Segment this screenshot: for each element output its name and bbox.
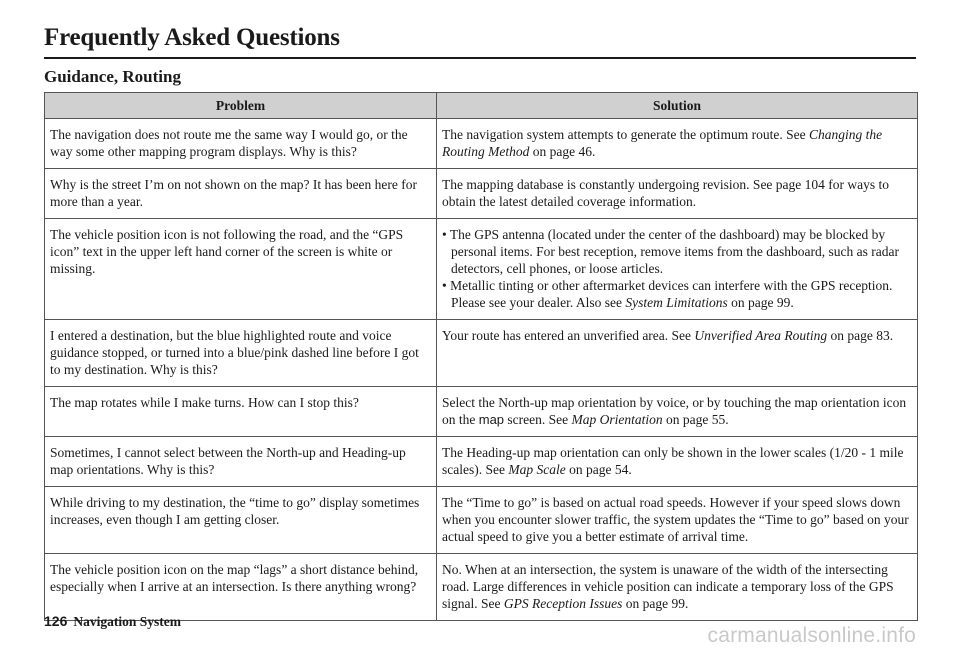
solution-text: on page 54. (565, 462, 632, 477)
solution-text: • Metallic tinting or other aftermarket devices can interfere with the GPS reception. Please see your dealer. Also see (442, 278, 893, 310)
solution-text: on page 99. (727, 295, 794, 310)
screen-name: map (478, 412, 505, 427)
solution-text: screen. See (504, 412, 572, 427)
title-divider (44, 57, 916, 59)
table-header-row (45, 93, 918, 119)
problem-cell: While driving to my destination, the “time to go” display sometimes increases, even though I am getting closer. (45, 487, 437, 554)
solution-cell (437, 119, 918, 169)
table-row (45, 554, 918, 621)
cross-reference: Unverified Area Routing (694, 328, 828, 343)
solution-text: on page 55. (662, 412, 729, 427)
table-row (45, 320, 918, 387)
section-title: Guidance, Routing (44, 67, 181, 86)
watermark-text: carmanualsonline.info (707, 624, 916, 647)
cross-reference: System Limitations (625, 295, 728, 310)
column-header-problem: Problem (45, 93, 437, 119)
solution-cell (437, 219, 918, 320)
solution-text: on page 99. (622, 596, 689, 611)
page-number: 126 (44, 613, 68, 629)
book-title: Navigation System (73, 614, 181, 629)
problem-cell: Sometimes, I cannot select between the North-up and Heading-up map orientations. Why is this? (45, 437, 437, 487)
solution-text: The navigation system attempts to generate the optimum route. See (442, 127, 810, 142)
solution-text: No. When at an intersection, the system is unaware of the width of the intersecting road. Large differences in vehicle position can indicate a temporary loss of the GPS signal. See (442, 562, 894, 611)
solution-cell (437, 320, 918, 387)
cross-reference: GPS Reception Issues (503, 596, 623, 611)
solution-cell: The “Time to go” is based on actual road speeds. However if your speed slows down when you encounter slower traffic, the system updates the “Time to go” based on your actual speed to give you a better estimate of arrival time. (437, 487, 918, 554)
solution-bullet (442, 277, 912, 311)
problem-cell: I entered a destination, but the blue highlighted route and voice guidance stopped, or turned into a blue/pink dashed line before I got to my destination. Why is this? (45, 320, 437, 387)
solution-text: on page 83. (827, 328, 894, 343)
solution-text: Your route has entered an unverified area. See (442, 328, 695, 343)
solution-text: on page 46. (529, 144, 596, 159)
problem-cell: The vehicle position icon on the map “lags” a short distance behind, especially when I arrive at an intersection. Is there anything wrong? (45, 554, 437, 621)
table-row (45, 119, 918, 169)
solution-cell (437, 437, 918, 487)
problem-cell: Why is the street I’m on not shown on the map? It has been here for more than a year. (45, 169, 437, 219)
problem-cell: The navigation does not route me the same way I would go, or the way some other mapping program displays. Why is this? (45, 119, 437, 169)
page-footer (44, 613, 181, 630)
solution-cell (437, 554, 918, 621)
faq-table (44, 92, 918, 621)
solution-cell (437, 387, 918, 437)
page-title: Frequently Asked Questions (44, 24, 340, 51)
problem-cell: The map rotates while I make turns. How can I stop this? (45, 387, 437, 437)
solution-text: Select the North-up map orientation by voice, or by touching the map orientation icon on the (442, 395, 907, 427)
cross-reference: Changing the Routing Method (442, 127, 883, 159)
table-row (45, 169, 918, 219)
table-row (45, 487, 918, 554)
table-row (45, 437, 918, 487)
solution-text: The Heading-up map orientation can only be shown in the lower scales (1/20 - 1 mile scales). See (442, 445, 904, 477)
cross-reference: Map Scale (508, 462, 566, 477)
solution-cell: The mapping database is constantly undergoing revision. See page 104 for ways to obtain the latest detailed coverage information. (437, 169, 918, 219)
problem-cell: The vehicle position icon is not following the road, and the “GPS icon” text in the upper left hand corner of the screen is white or missing. (45, 219, 437, 320)
table-row (45, 387, 918, 437)
solution-bullet: • The GPS antenna (located under the center of the dashboard) may be blocked by personal items. For best reception, remove items from the dashboard, such as radar detectors, cell phones, or loose articles. (442, 227, 899, 276)
table-row (45, 219, 918, 320)
column-header-solution: Solution (437, 93, 918, 119)
cross-reference: Map Orientation (571, 412, 663, 427)
